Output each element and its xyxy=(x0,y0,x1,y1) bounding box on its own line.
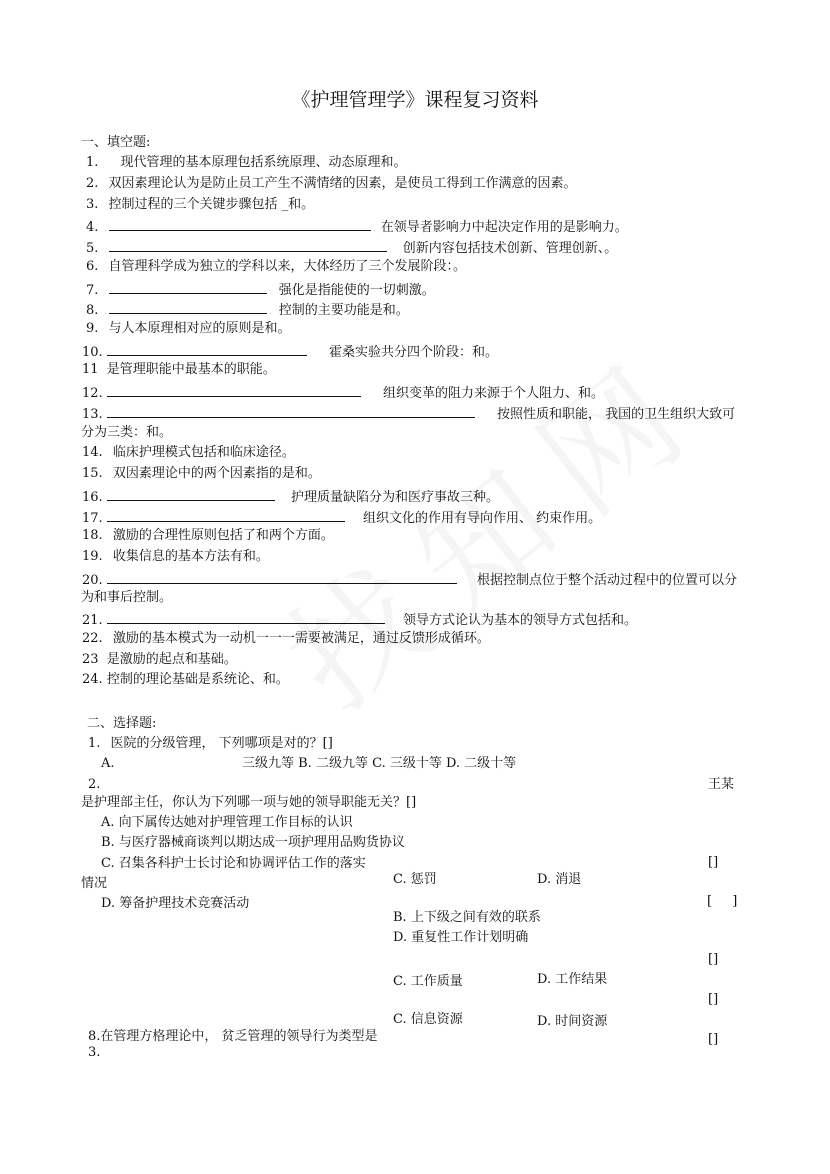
section-heading-fill-blank: 一、填空题: xyxy=(81,135,151,150)
blank-line xyxy=(109,217,371,231)
fill-item-9 xyxy=(86,321,291,337)
fill-item-12 xyxy=(82,383,604,402)
choice-q1-option-a: A. xyxy=(101,756,115,771)
fill-item-13 xyxy=(82,404,735,423)
fill-item-11 xyxy=(82,362,276,378)
item-text: 霍桑实验共分四个阶段：和。 xyxy=(328,345,498,360)
item-text: 组织变革的阻力来源于个人阻力、和。 xyxy=(382,386,604,401)
option-d-plan: D. 重复性工作计划明确 xyxy=(393,930,529,945)
page-title: 《护理管理学》课程复习资料 xyxy=(291,89,539,111)
answer-bracket: [] xyxy=(708,1032,719,1047)
question-number: 1. xyxy=(88,736,101,751)
item-number: 9. xyxy=(86,321,99,336)
fill-item-10 xyxy=(82,342,498,361)
item-text: 组织文化的作用有导向作用、 约束作用。 xyxy=(362,511,602,526)
item-number: 6. xyxy=(86,259,99,274)
choice-q1 xyxy=(88,736,333,752)
item-text: 控制的理论基础是系统论、和。 xyxy=(106,672,289,687)
item-number: 4. xyxy=(86,220,99,235)
choice-q2-name: 王某 xyxy=(708,777,735,792)
blank-line xyxy=(109,238,387,252)
item-number: 20. xyxy=(82,573,103,588)
item-text: 激励的合理性原则包括了和两个方面。 xyxy=(112,528,334,543)
item-text: 激励的基本模式为一动机一一一需要被满足，通过反馈形成循环。 xyxy=(112,631,490,646)
fill-item-3 xyxy=(86,197,314,213)
item-text: 是管理职能中最基本的职能。 xyxy=(106,362,276,377)
fill-item-2 xyxy=(86,176,577,192)
item-text: 是激励的起点和基础。 xyxy=(106,652,237,667)
item-text: 自管理科学成为独立的学科以来，大体经历了三个发展阶段：。 xyxy=(108,259,467,274)
blank-line xyxy=(107,610,385,624)
item-text: 收集信息的基本方法有和。 xyxy=(112,549,269,564)
answer-bracket: [] xyxy=(708,855,719,870)
answer-bracket: [] xyxy=(708,952,719,967)
fill-item-1 xyxy=(86,155,407,171)
item-number: 3. xyxy=(86,197,99,212)
item-number: 14. xyxy=(82,445,103,460)
choice-q1-options: 三级九等 B. 二级九等 C. 三级十等 D. 二级十等 xyxy=(242,756,517,771)
item-text: 护理质量缺陷分为和医疗事故三种。 xyxy=(290,490,499,505)
item-text: 控制过程的三个关键步骤包括 _和。 xyxy=(108,197,315,212)
fill-item-15 xyxy=(82,466,321,482)
fill-item-19 xyxy=(82,549,269,565)
item-text: 临床护理模式包括和临床途径。 xyxy=(112,445,295,460)
item-number: 23 xyxy=(82,652,99,667)
choice-q2-option-d: D. 筹备护理技术竞赛活动 xyxy=(101,896,250,911)
answer-bracket: [ ] xyxy=(707,894,738,909)
item-text: 根据控制点位于整个活动过程中的位置可以分 xyxy=(476,573,737,588)
blank-line xyxy=(107,570,457,584)
item-number: 21. xyxy=(82,613,103,628)
fill-item-14 xyxy=(82,445,295,461)
item-text: 在领导者影响力中起决定作用的是影响力。 xyxy=(380,220,628,235)
fill-item-21 xyxy=(82,610,637,629)
choice-q2-option-c-continued: 情况 xyxy=(81,876,108,891)
answer-bracket: [] xyxy=(708,992,719,1007)
fill-item-23 xyxy=(82,652,237,668)
blank-line xyxy=(109,300,267,314)
item-text: 领导方式论认为基本的领导方式包括和。 xyxy=(402,613,637,628)
blank-line xyxy=(107,508,345,522)
fill-item-18 xyxy=(82,528,334,544)
item-text: 创新内容包括技术创新、管理创新、。 xyxy=(402,241,618,256)
fill-item-16 xyxy=(82,487,499,506)
item-number: 12. xyxy=(82,386,103,401)
item-number: 22. xyxy=(82,631,103,646)
fill-item-6 xyxy=(86,259,466,275)
item-number: 2. xyxy=(86,176,99,191)
fill-item-7 xyxy=(86,280,435,299)
fill-item-8 xyxy=(86,300,409,319)
item-text: 现代管理的基本原理包括系统原理、动态原理和。 xyxy=(120,155,407,170)
option-c-punish: C. 惩罚 xyxy=(393,872,437,887)
choice-q2-option-a: A. 向下属传达她对护理管理工作目标的认识 xyxy=(101,815,353,830)
choice-q2-number: 2. xyxy=(88,777,101,792)
option-b-link: B. 上下级之间有效的联系 xyxy=(393,910,541,925)
item-text: 双因素理论中的两个因素指的是和。 xyxy=(112,466,321,481)
fill-item-24 xyxy=(82,672,289,688)
item-text: 按照性质和职能， 我国的卫生组织大致可 xyxy=(496,407,736,422)
item-number: 24. xyxy=(82,672,103,687)
fill-item-4 xyxy=(86,217,628,236)
item-number: 1. xyxy=(86,155,99,170)
item-text: 控制的主要功能是和。 xyxy=(278,303,409,318)
choice-q2-option-c: C. 召集各科护士长讨论和协调评估工作的落实 xyxy=(101,856,366,871)
option-d-fade: D. 消退 xyxy=(537,872,582,887)
item-number: 11 xyxy=(82,362,99,377)
blank-line xyxy=(109,280,267,294)
item-number: 16. xyxy=(82,490,103,505)
question-number: 8. xyxy=(88,1029,101,1044)
choice-q3-number: 3. xyxy=(88,1045,101,1060)
item-number: 10. xyxy=(82,345,103,360)
choice-q2-option-b: B. 与医疗器械商谈判以期达成一项护理用品购货协议 xyxy=(101,835,405,850)
fill-item-22 xyxy=(82,631,490,647)
fill-item-5 xyxy=(86,238,617,257)
item-number: 17. xyxy=(82,511,103,526)
item-number: 5. xyxy=(86,241,99,256)
fill-item-20 xyxy=(82,570,737,589)
item-number: 7. xyxy=(86,283,99,298)
item-number: 15. xyxy=(82,466,103,481)
item-number: 13. xyxy=(82,407,103,422)
option-c-quality: C. 工作质量 xyxy=(393,974,463,989)
item-number: 18. xyxy=(82,528,103,543)
blank-line xyxy=(107,383,361,397)
fill-item-13-continued: 分为三类：和。 xyxy=(81,425,173,440)
section-heading-choice: 二、选择题: xyxy=(87,716,157,731)
choice-q8 xyxy=(88,1029,378,1045)
option-d-result: D. 工作结果 xyxy=(537,972,608,987)
blank-line xyxy=(107,342,307,356)
option-c-info: C. 信息资源 xyxy=(393,1012,463,1027)
question-stem: 在管理方格理论中， 贫乏管理的领导行为类型是 xyxy=(100,1029,378,1044)
option-d-time: D. 时间资源 xyxy=(537,1014,608,1029)
fill-item-17 xyxy=(82,508,601,527)
choice-q2-stem: 是护理部主任，你认为下列哪一项与她的领导职能无关？[] xyxy=(81,795,417,810)
blank-line xyxy=(107,487,275,501)
fill-item-20-continued: 为和事后控制。 xyxy=(81,590,173,605)
item-text: 强化是指能使的一切刺激。 xyxy=(278,283,435,298)
item-text: 与人本原理相对应的原则是和。 xyxy=(108,321,291,336)
blank-line xyxy=(107,404,475,418)
item-text: 双因素理论认为是防止员工产生不满情绪的因素，是使员工得到工作满意的因素。 xyxy=(108,176,577,191)
question-stem: 医院的分级管理， 下列哪项是对的？[] xyxy=(110,736,333,751)
item-number: 8. xyxy=(86,303,99,318)
item-number: 19. xyxy=(82,549,103,564)
